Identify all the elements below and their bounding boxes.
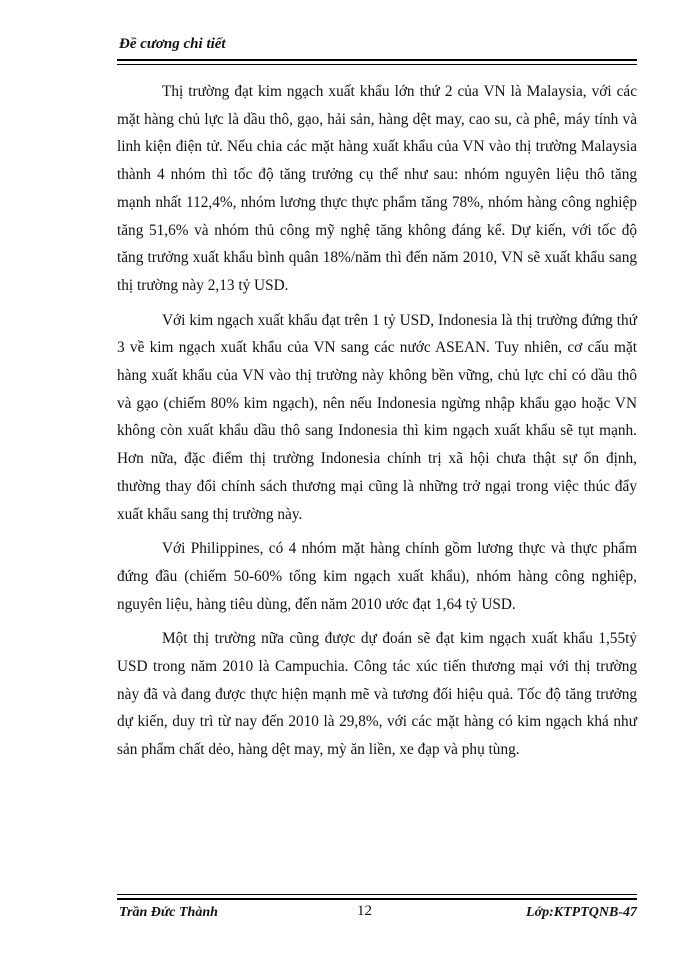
footer-author: Trần Đức Thành [119,905,218,920]
document-body [117,78,637,771]
header-rule [117,59,637,65]
paragraph-campuchia: Một thị trường nữa cũng được dự đoán sẽ đạt kim ngạch xuất khẩu 1,55tỷ USD trong năm 2010 là Campuchia. Công tác xúc tiến thương mại với thị trường này đã và đang được thực hiện mạnh mẽ và tương đối hiệu quả. Tốc độ tăng trưởng dự kiến, duy trì từ nay đến 2010 là 29,8%, với các mặt hàng có kim ngạch khá như sản phẩm chất dẻo, hàng dệt may, mỳ ăn liền, xe đạp và phụ tùng. [117,630,637,759]
header-title: Đề cương chi tiết [119,36,226,52]
paragraph-philippines: Với Philippines, có 4 nhóm mặt hàng chính gồm lương thực và thực phẩm đứng đầu (chiếm 50-60% tổng kim ngạch xuất khẩu), nhóm hàng công nghiệp, nguyên liệu, hàng tiêu dùng, đến năm 2010 ước đạt 1,64 tỷ USD. [117,540,637,613]
paragraph-indonesia: Với kim ngạch xuất khẩu đạt trên 1 tỷ USD, Indonesia là thị trường đứng thứ 3 về kim ngạch xuất khẩu của VN sang các nước ASEAN. Tuy nhiên, cơ cấu mặt hàng xuất khẩu của VN vào thị trường này không bền vững, chủ lực chỉ có dầu thô và gạo (chiếm 80% kim ngạch), nên nếu Indonesia ngừng nhập khẩu gạo hoặc VN không còn xuất khẩu dầu thô sang Indonesia thì kim ngạch xuất khẩu sẽ tụt mạnh. Hơn nữa, đặc điểm thị trường Indonesia chính trị xã hội chưa thật sự ổn định, thường thay đổi chính sách thương mại cũng là những trở ngại trong việc thúc đẩy xuất khẩu sang thị trường này. [117,311,637,523]
page-header [117,36,637,65]
footer-rule [117,894,637,900]
paragraph-malaysia: Thị trường đạt kim ngạch xuất khẩu lớn thứ 2 của VN là Malaysia, với các mặt hàng chủ lực là dầu thô, gạo, hải sản, hàng dệt may, cao su, cà phê, máy tính và linh kiện điện tử. Nếu chia các mặt hàng xuất khẩu của VN vào thị trường Malaysia thành 4 nhóm thì tốc độ tăng trưởng cụ thể như sau: nhóm nguyên liệu thô tăng mạnh nhất 112,4%, nhóm lương thực thực phẩm tăng 78%, nhóm hàng công nghiệp tăng 51,6% và nhóm thủ công mỹ nghệ tăng không đáng kể. Dự kiến, với tốc độ tăng trưởng xuất khẩu bình quân 18%/năm thì đến năm 2010, VN sẽ xuất khẩu sang thị trường này 2,13 tỷ USD. [117,83,637,294]
footer-row [117,903,637,925]
page-number: 12 [357,903,372,919]
page-footer [117,894,637,925]
footer-class-label: Lớp:KTPTQNB-47 [526,905,637,920]
